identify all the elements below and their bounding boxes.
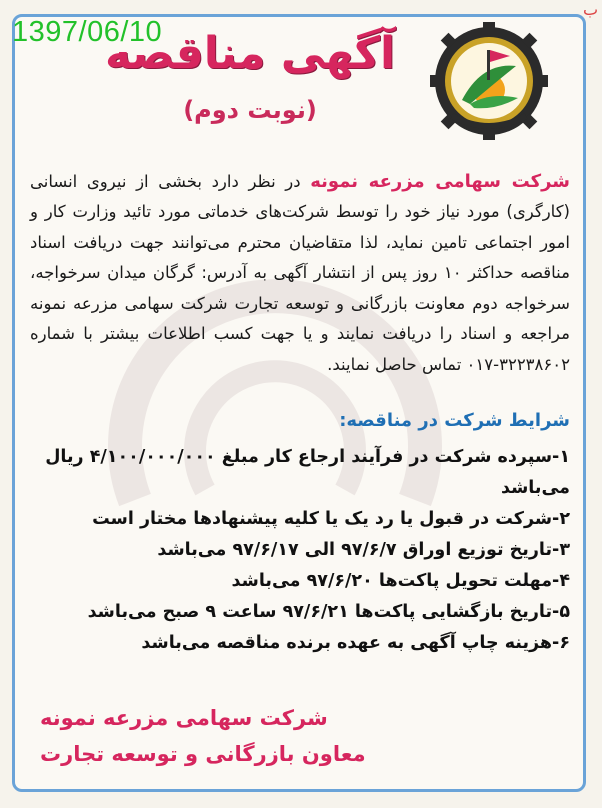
company-name: شرکت سهامی مزرعه نمونه xyxy=(310,170,571,192)
conditions-heading: شرایط شرکت در مناقصه: xyxy=(339,410,570,431)
condition-item: ۶-هزینه چاپ آگهی به عهده برنده مناقصه می‌باشد xyxy=(141,633,570,653)
corner-mark: ب xyxy=(582,0,598,19)
condition-item: ۴-مهلت تحویل پاکت‌ها ۹۷/۶/۲۰ می‌باشد xyxy=(231,571,570,591)
condition-item: ۳-تاریخ توزیع اوراق ۹۷/۶/۷ الی ۹۷/۶/۱۷ می‌باشد xyxy=(157,540,570,560)
ad-title: آگهی مناقصه xyxy=(104,28,396,79)
date-stamp: 1397/06/10 xyxy=(12,16,163,48)
condition-item: ۵-تاریخ بازگشایی پاکت‌ها ۹۷/۶/۲۱ ساعت ۹ صبح می‌باشد xyxy=(87,602,570,622)
signature-department: معاون بازرگانی و توسعه تجارت xyxy=(40,742,366,766)
conditions-list xyxy=(30,442,570,659)
company-logo xyxy=(430,22,548,140)
announcement-paragraph: در نظر دارد بخشی از نیروی انسانی (کارگری) مورد نیاز خود را توسط شرکت‌های خدماتی مورد تائید وزارت کار و امور اجتماعی تامین نماید، لذا متقاضیان محترم می‌توانند جهت دریافت اسناد مناقصه حداکثر ۱۰ روز پس از انتشار آگهی به آدرس: گرگان میدان سرخواجه، سرخواجه دوم معاونت بازرگانی و توسعه تجارت شرکت سهامی مزرعه نمونه مراجعه و اسناد را دریافت نمایند و یا جهت کسب اطلاعات بیشتر با شماره ۳۲۲۳۸۶۰۲-۰۱۷ تماس حاصل نمایند. xyxy=(30,171,570,374)
announcement-body xyxy=(30,167,570,381)
condition-item: ۱-سپرده شرکت در فرآیند ارجاع کار مبلغ ۴/۱۰۰/۰۰۰/۰۰۰ ریال می‌باشد xyxy=(45,447,570,498)
ad-subtitle: (نوبت دوم) xyxy=(183,96,317,124)
signature-company: شرکت سهامی مزرعه نمونه xyxy=(40,706,328,730)
condition-item: ۲-شرکت در قبول یا رد یک یا کلیه پیشنهادها مختار است xyxy=(92,509,570,529)
